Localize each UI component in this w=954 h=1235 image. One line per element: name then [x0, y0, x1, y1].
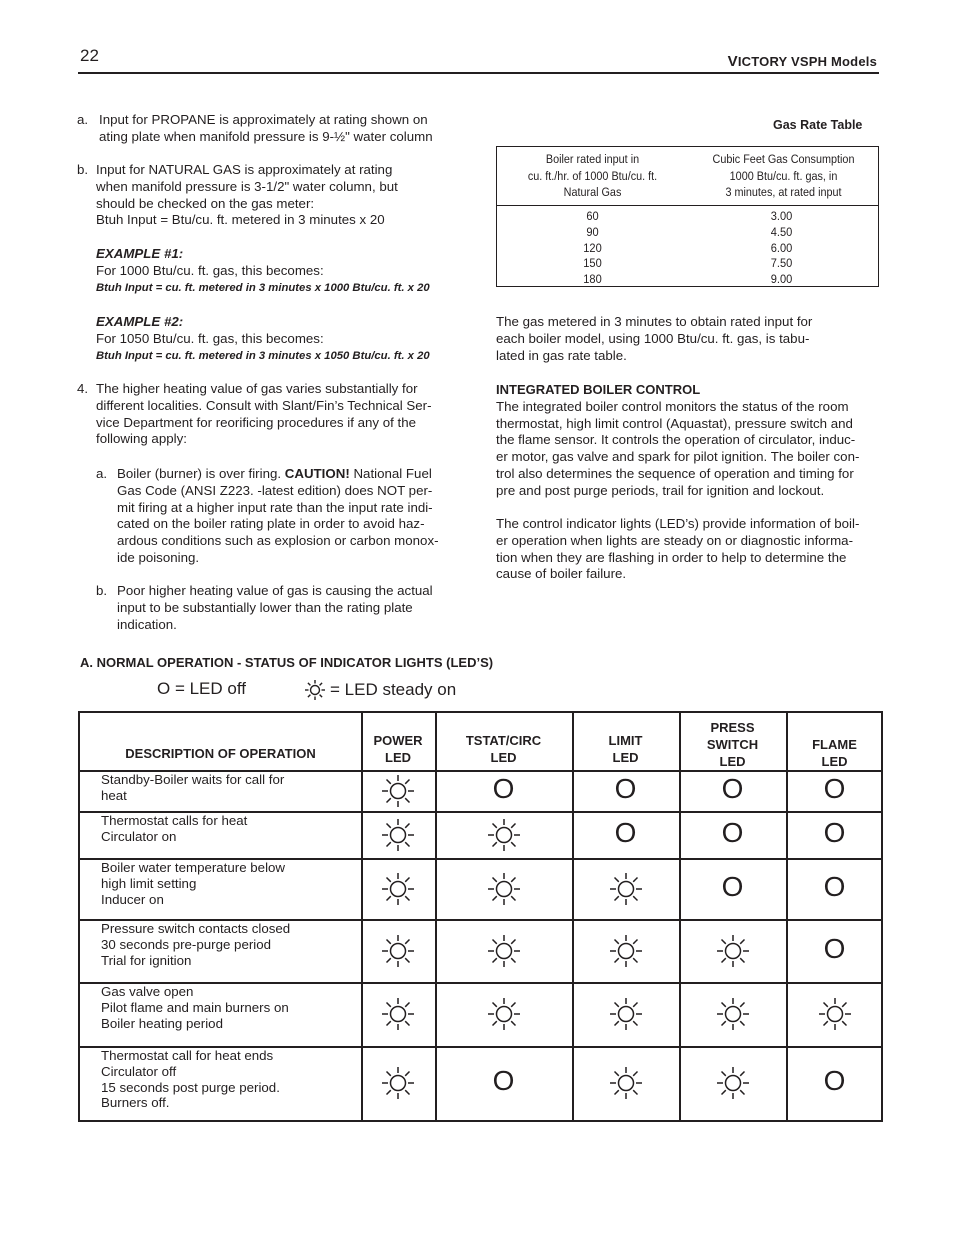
- operation-description-line: Gas valve open: [101, 984, 194, 999]
- flame-led-off-symbol: O: [823, 816, 846, 848]
- gas-col1-header: [508, 151, 676, 201]
- paragraph-line: each boiler model, using 1000 Btu/cu. ft. gas, is tabu-: [496, 330, 810, 346]
- gas-input-value: 120: [583, 240, 602, 255]
- item-4b-line: indication.: [117, 616, 177, 632]
- gas-col1-header-line: Boiler rated input in: [545, 152, 640, 166]
- item-b-line: should be checked on the gas meter:: [96, 195, 315, 211]
- operation-description: [101, 1048, 280, 1111]
- ibc-line: thermostat, high limit control (Aquastat), pressure switch and: [496, 415, 853, 431]
- column-divider: [786, 713, 788, 1120]
- operation-description-line: 30 seconds pre-purge period: [101, 936, 272, 952]
- item-4-label: 4.: [77, 381, 89, 396]
- header-line: LED: [719, 754, 746, 769]
- gas-input-value: 150: [583, 256, 602, 271]
- press-switch-led-on-icon: [715, 996, 751, 1032]
- example-1-line: For 1000 Btu/cu. ft. gas, this becomes:: [96, 262, 324, 278]
- gas-col1-values: [507, 209, 679, 288]
- operation-description-line: Standby-Boiler waits for call for: [101, 772, 285, 787]
- led-info-line: The control indicator lights (LED’s) provide information of boil-: [496, 516, 860, 531]
- press-switch-led-on-icon: [715, 1065, 751, 1101]
- led-info-line: cause of boiler failure.: [496, 566, 627, 582]
- item-4-line: following apply:: [96, 431, 187, 447]
- item-4: [77, 381, 477, 448]
- operation-description-line: Boiler water temperature below: [101, 860, 286, 875]
- tstat-circ-led-on-icon: [486, 817, 522, 853]
- gas-table-title: Gas Rate Table: [773, 118, 863, 132]
- item-4a-line: cated on the boiler rating plate in order to avoid haz-: [117, 516, 425, 532]
- flame-led-off-symbol: O: [823, 932, 846, 964]
- item-a-text: [99, 112, 477, 146]
- tstat-circ-led-on-icon: [486, 933, 522, 969]
- item-4a-pre: Boiler (burner) is over firing.: [117, 466, 285, 481]
- gas-consumption-value: 3.00: [770, 209, 793, 223]
- running-title-rest: ICTORY VSPH: [737, 54, 828, 69]
- limit-led-off-symbol: O: [614, 816, 637, 848]
- item-4a-line: ardous conditions such as explosion or carbon monox-: [117, 533, 439, 549]
- gas-input-value: 60: [586, 209, 599, 223]
- operation-description-line: high limit setting: [101, 875, 197, 891]
- ibc-line: The integrated boiler control monitors the status of the room: [496, 398, 849, 414]
- item-b-text: [96, 162, 477, 229]
- legend-led-on: [304, 679, 456, 701]
- column-divider: [435, 713, 437, 1120]
- item-a-label: a.: [77, 112, 89, 127]
- gas-col2-header: [699, 151, 867, 201]
- ibc-title: INTEGRATED BOILER CONTROL: [496, 382, 701, 397]
- running-title-initial: V: [727, 53, 738, 70]
- operation-description-line: Circulator on: [101, 828, 177, 844]
- header-line: POWER: [373, 733, 423, 748]
- flame-led-off-symbol: O: [823, 1065, 846, 1096]
- gas-table-header: [497, 147, 878, 206]
- header-line: LED: [385, 750, 411, 765]
- led-section-title: A. NORMAL OPERATION - STATUS OF INDICATOR LIGHTS (LED’S): [80, 655, 494, 670]
- example-2-line: For 1050 Btu/cu. ft. gas, this becomes:: [96, 330, 324, 346]
- item-4a-label: a.: [96, 466, 108, 481]
- item-4a-line: Gas Code (ANSI Z223. -latest edition) does NOT per-: [117, 482, 433, 498]
- item-4-line: vice Department for reorificing procedures if any of the: [96, 414, 417, 430]
- header-line: SWITCH: [706, 737, 759, 752]
- example-2-title: EXAMPLE #2:: [96, 314, 184, 329]
- gas-rate-table: [496, 146, 879, 287]
- operation-description-line: Inducer on: [101, 891, 164, 907]
- press-switch-led-off-symbol: O: [721, 870, 744, 902]
- item-4-text: [96, 381, 477, 448]
- limit-led-on-icon: [608, 1065, 644, 1101]
- header-rule: [78, 72, 879, 74]
- item-4a-post: National Fuel: [349, 466, 432, 481]
- press-switch-led-on-icon: [715, 933, 751, 969]
- operation-description-line: Circulator off: [101, 1063, 177, 1079]
- gas-col2-header-line: 1000 Btu/cu. ft. gas, in: [729, 168, 838, 183]
- running-title: [728, 53, 877, 70]
- ibc-line: trol also determines the sequence of operation and timing for: [496, 465, 854, 481]
- ibc-line: er motor, gas valve and spark for pilot ignition. The boiler con-: [496, 449, 860, 465]
- operation-description-line: Boiler heating period: [101, 1015, 223, 1031]
- gas-input-value: 90: [586, 224, 599, 239]
- power-led-on-icon: [380, 773, 416, 809]
- operation-description-line: 15 seconds post purge period.: [101, 1079, 280, 1095]
- left-column: [77, 112, 477, 146]
- running-title-models: Models: [827, 54, 877, 69]
- item-b-line: Btuh Input = Btu/cu. ft. metered in 3 minutes x 20: [96, 212, 385, 228]
- gas-consumption-value: 9.00: [770, 272, 793, 287]
- gas-col1-header-line: Natural Gas: [563, 185, 622, 199]
- flame-led-off-symbol: O: [823, 870, 846, 902]
- column-divider: [572, 713, 574, 1120]
- operation-description-line: Burners off.: [101, 1095, 170, 1111]
- example-2: [96, 314, 476, 364]
- example-2-formula: Btuh Input = cu. ft. metered in 3 minutes x 1050 Btu/cu. ft. x 20: [96, 349, 430, 362]
- tstat-circ-led-on-icon: [486, 996, 522, 1032]
- ibc-line: the flame sensor. It controls the operation of circulator, induc-: [496, 432, 856, 448]
- gas-consumption-value: 7.50: [770, 256, 793, 271]
- power-led-on-icon: [380, 871, 416, 907]
- operation-description: [101, 813, 247, 845]
- led-status-table: [78, 711, 883, 1122]
- column-divider: [361, 713, 363, 1120]
- item-4a: [96, 466, 476, 567]
- example-1-title: EXAMPLE #1:: [96, 246, 184, 261]
- item-a-line: ating plate when manifold pressure is 9-½" water column: [99, 128, 433, 144]
- gas-metered-paragraph: [496, 314, 886, 364]
- led-info-paragraph: [496, 516, 891, 583]
- operation-description: [101, 772, 284, 804]
- operation-description-line: heat: [101, 787, 127, 803]
- flame-led-header: [786, 736, 883, 770]
- legend-led-off: O = LED off: [157, 679, 246, 698]
- gas-col1-header-line: cu. ft./hr. of 1000 Btu/cu. ft.: [527, 168, 658, 183]
- item-4b-line: input to be substantially lower than the rating plate: [117, 599, 413, 615]
- power-led-on-icon: [380, 1065, 416, 1101]
- gas-col2-values: [697, 209, 865, 288]
- operation-description-line: Pilot flame and main burners on: [101, 999, 289, 1015]
- press-switch-led-header: [679, 719, 786, 770]
- caution-text: CAUTION!: [284, 466, 350, 481]
- power-led-on-icon: [380, 996, 416, 1032]
- header-line: TSTAT/CIRC: [465, 733, 542, 748]
- gas-col2-header-line: Cubic Feet Gas Consumption: [712, 152, 855, 166]
- limit-led-on-icon: [608, 871, 644, 907]
- operation-description-line: Pressure switch contacts closed: [101, 921, 291, 936]
- integrated-boiler-control: [496, 382, 891, 500]
- header-line: PRESS: [710, 720, 755, 735]
- header-line: LIMIT: [608, 733, 643, 748]
- press-switch-led-off-symbol: O: [721, 816, 744, 848]
- flame-led-off-symbol: O: [823, 772, 846, 804]
- item-a-line: Input for PROPANE is approximately at rating shown on: [99, 112, 428, 127]
- item-4a-text: [117, 466, 476, 567]
- operation-description-line: Thermostat calls for heat: [101, 813, 248, 828]
- description-header: DESCRIPTION OF OPERATION: [125, 746, 316, 761]
- item-b-line: Input for NATURAL GAS is approximately at rating: [96, 162, 393, 177]
- item-4b-text: [117, 583, 476, 633]
- gas-col2-header-line: 3 minutes, at rated input: [725, 185, 842, 199]
- item-4b: [96, 583, 476, 633]
- page-number: 22: [80, 46, 99, 65]
- item-4b-line: Poor higher heating value of gas is causing the actual: [117, 583, 433, 598]
- operation-description: [101, 860, 285, 907]
- power-led-header: [361, 732, 435, 766]
- gas-consumption-value: 6.00: [770, 240, 793, 255]
- gas-input-value: 180: [583, 272, 602, 287]
- paragraph-line: lated in gas rate table.: [496, 347, 627, 363]
- header-line: FLAME: [812, 737, 857, 752]
- header-line: LED: [490, 750, 517, 765]
- tstat-circ-led-header: [435, 732, 572, 766]
- example-1: [96, 246, 476, 296]
- item-4-line: The higher heating value of gas varies substantially for: [96, 381, 418, 396]
- operation-description: [101, 921, 290, 968]
- limit-led-off-symbol: O: [614, 772, 637, 804]
- legend-led-on-text: = LED steady on: [330, 680, 457, 699]
- limit-led-header: [572, 732, 679, 766]
- tstat-circ-led-off-symbol: O: [492, 1065, 515, 1096]
- led-info-line: tion when they are flashing in order to help to determine the: [496, 549, 847, 565]
- item-4a-line: ide poisoning.: [117, 549, 200, 565]
- operation-description-line: Trial for ignition: [101, 952, 192, 968]
- operation-description: [101, 984, 289, 1031]
- ibc-line: pre and post purge periods, trail for ignition and lockout.: [496, 482, 825, 498]
- header-line: LED: [612, 750, 639, 765]
- led-on-icon: [304, 679, 326, 701]
- power-led-on-icon: [380, 933, 416, 969]
- limit-led-on-icon: [608, 933, 644, 969]
- item-b-line: when manifold pressure is 3-1/2" water column, but: [96, 178, 398, 194]
- press-switch-led-off-symbol: O: [721, 772, 744, 804]
- item-4a-line: [117, 466, 476, 483]
- led-info-line: er operation when lights are steady on or diagnostic informa-: [496, 532, 853, 548]
- item-4b-label: b.: [96, 583, 108, 598]
- power-led-on-icon: [380, 817, 416, 853]
- tstat-circ-led-on-icon: [486, 871, 522, 907]
- flame-led-on-icon: [817, 996, 853, 1032]
- tstat-circ-led-off-symbol: O: [492, 772, 515, 804]
- item-b: [77, 162, 477, 229]
- item-b-label: b.: [77, 162, 89, 177]
- operation-description-line: Thermostat call for heat ends: [101, 1048, 274, 1063]
- paragraph-line: The gas metered in 3 minutes to obtain rated input for: [496, 314, 813, 329]
- item-4-line: different localities. Consult with Slant/Fin’s Technical Ser-: [96, 397, 432, 413]
- header-line: LED: [821, 754, 848, 769]
- item-4a-line: mit firing at a higher input rate than the input rate indi-: [117, 499, 433, 515]
- example-1-formula: Btuh Input = cu. ft. metered in 3 minutes x 1000 Btu/cu. ft. x 20: [96, 281, 430, 294]
- limit-led-on-icon: [608, 996, 644, 1032]
- column-divider: [679, 713, 681, 1120]
- gas-consumption-value: 4.50: [770, 224, 793, 239]
